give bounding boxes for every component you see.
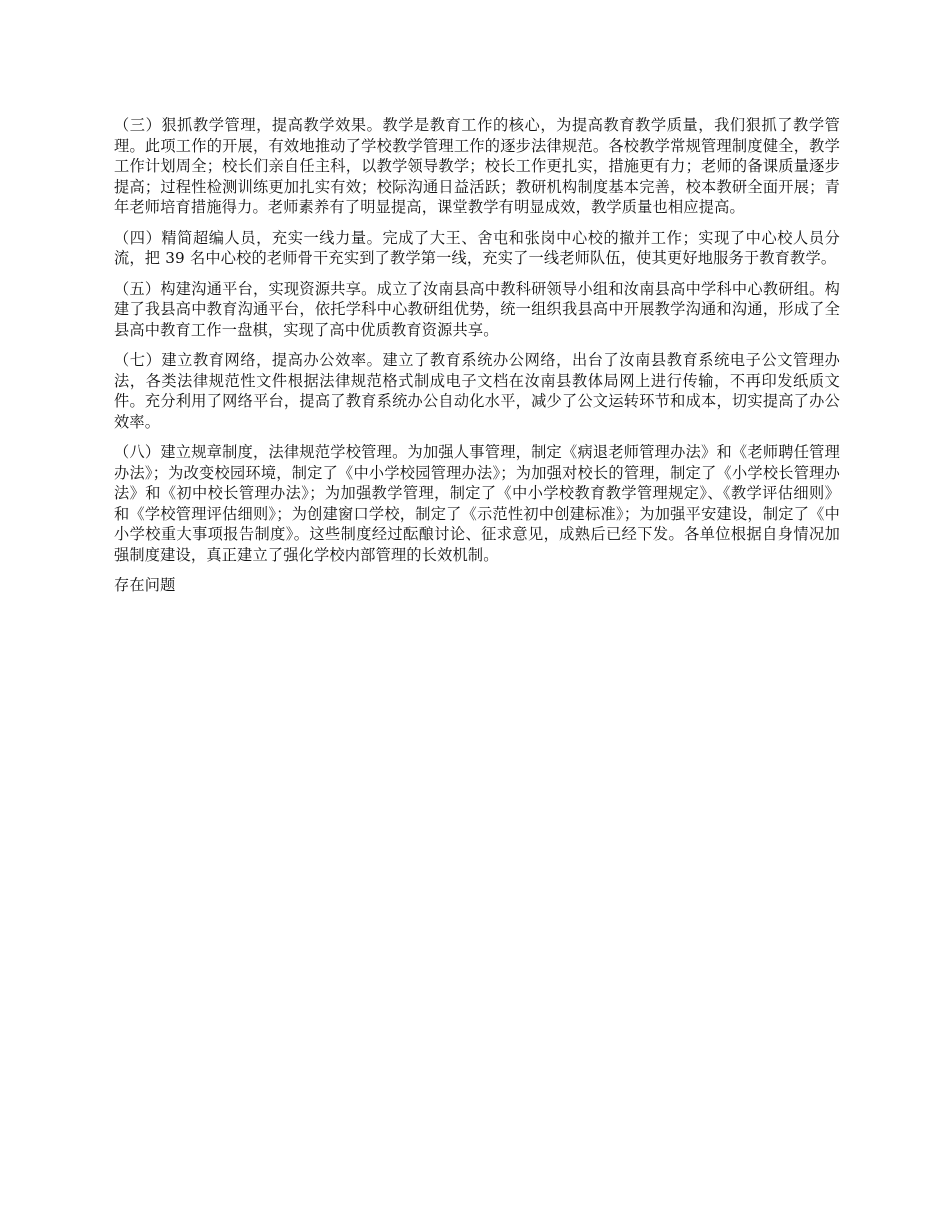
section-heading-existing-problems: 存在问题 bbox=[114, 576, 176, 594]
paragraph-teaching-management: （三）狠抓教学管理，提高教学效果。教学是教育工作的核心，为提高教育教学质量，我们狠抓了教学管理。此项工作的开展，有效地推动了学校教学管理工作的逐步法律规范。各校教学常规管理制度健全，教学工作计划周全；校长们亲自任主科，以教学领导教学；校长工作更扎实，措施更有力；老师的备课质量逐步提高；过程性检测训练更加扎实有效；校际沟通日益活跃；教研机构制度基本完善，校本教研全面开展；青年老师培育措施得力。老师素养有了明显提高，课堂教学有明显成效，教学质量也相应提高。 bbox=[114, 116, 840, 216]
paragraph-education-network: （七）建立教育网络，提高办公效率。建立了教育系统办公网络，出台了汝南县教育系统电子公文管理办法，各类法律规范性文件根据法律规范格式制成电子文档在汝南县教体局网上进行传输，不再印发纸质文件。充分利用了网络平台，提高了教育系统办公自动化水平，减少了公文运转环节和成本，切实提高了办公效率。 bbox=[114, 351, 840, 431]
document-page bbox=[114, 115, 840, 596]
paragraph-communication-platform: （五）构建沟通平台，实现资源共享。成立了汝南县高中教科研领导小组和汝南县高中学科中心教研组。构建了我县高中教育沟通平台，依托学科中心教研组优势，统一组织我县高中开展教学沟通和沟通，形成了全县高中教育工作一盘棋，实现了高中优质教育资源共享。 bbox=[114, 279, 840, 339]
paragraph-rules-regulations: （八）建立规章制度，法律规范学校管理。为加强人事管理，制定《病退老师管理办法》和《老师聘任管理办法》；为改变校园环境，制定了《中小学校园管理办法》；为加强对校长的管理，制定了《小学校长管理办法》和《初中校长管理办法》；为加强教学管理，制定了《中小学校教育教学管理规定》、《教学评估细则》和《学校管理评估细则》；为创建窗口学校，制定了《示范性初中创建标准》；为加强平安建设，制定了《中小学校重大事项报告制度》。这些制度经过酝酿讨论、征求意见，成熟后已经下发。各单位根据自身情况加强制度建设，真正建立了强化学校内部管理的长效机制。 bbox=[114, 443, 840, 564]
paragraph-staff-streamlining: （四）精简超编人员，充实一线力量。完成了大王、舍屯和张岗中心校的撤并工作；实现了中心校人员分流，把 39 名中心校的老师骨干充实到了教学第一线，充实了一线老师队伍，使其更好地服务于教育教学。 bbox=[114, 228, 840, 267]
